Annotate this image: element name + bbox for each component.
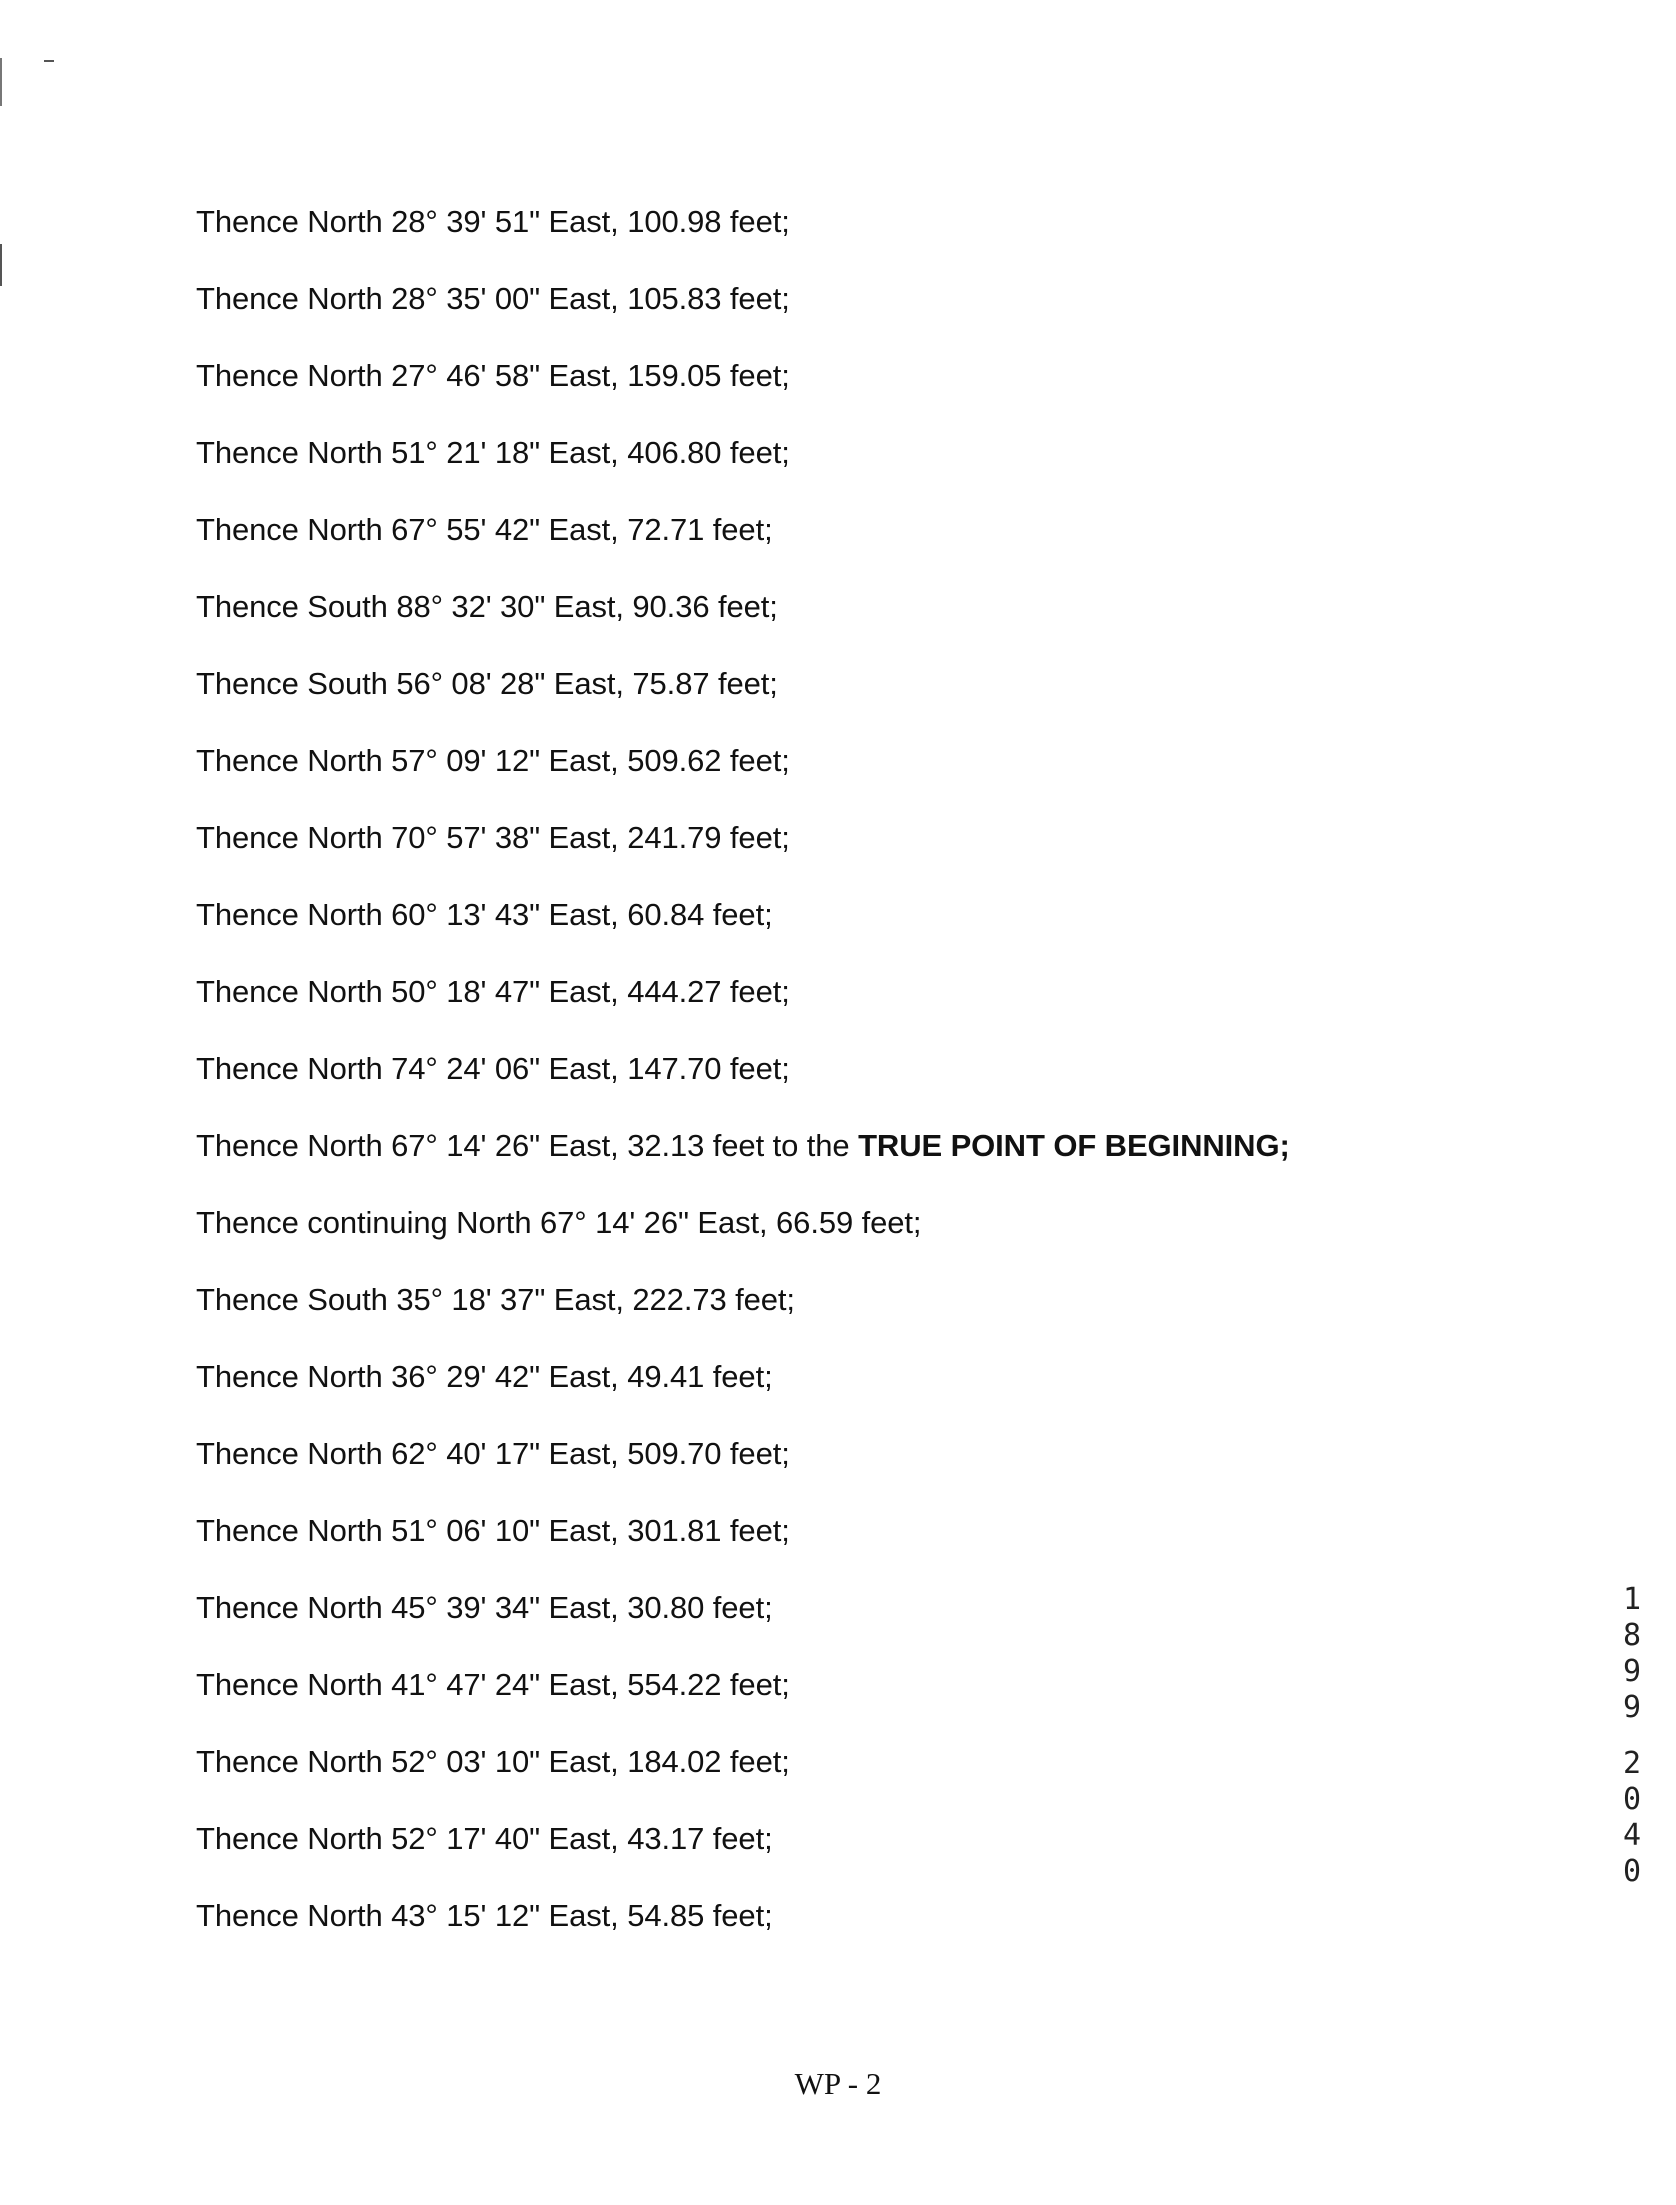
description-line (196, 891, 1496, 968)
description-line (196, 275, 1496, 352)
description-line (196, 1045, 1496, 1122)
line-text: Thence North 27° 46' 58" East, 159.05 feet; (196, 358, 790, 393)
description-line (196, 814, 1496, 891)
description-line (196, 1661, 1496, 1738)
recording-digit: 9 (1622, 1654, 1642, 1689)
line-text: Thence North 43° 15' 12" East, 54.85 feet; (196, 1898, 773, 1933)
description-line (196, 1430, 1496, 1507)
description-line (196, 1815, 1496, 1892)
line-text: Thence North 62° 40' 17" East, 509.70 feet; (196, 1436, 790, 1471)
legal-description-body (196, 198, 1496, 1969)
line-text: Thence North 67° 55' 42" East, 72.71 feet; (196, 512, 773, 547)
scan-artifact-mark (44, 60, 54, 62)
line-text: Thence North 60° 13' 43" East, 60.84 feet; (196, 897, 773, 932)
description-line (196, 1892, 1496, 1969)
scan-artifact-mark (0, 244, 2, 286)
line-text: Thence North 41° 47' 24" East, 554.22 feet; (196, 1667, 790, 1702)
line-text: Thence North 74° 24' 06" East, 147.70 feet; (196, 1051, 790, 1086)
line-text: Thence North 52° 03' 10" East, 184.02 feet; (196, 1744, 790, 1779)
description-line (196, 660, 1496, 737)
description-line (196, 1199, 1496, 1276)
line-text: Thence continuing North 67° 14' 26" East, 66.59 feet; (196, 1205, 922, 1240)
description-line (196, 506, 1496, 583)
description-line (196, 1122, 1496, 1199)
description-line (196, 1507, 1496, 1584)
description-line (196, 352, 1496, 429)
line-text: Thence North 51° 06' 10" East, 301.81 feet; (196, 1513, 790, 1548)
description-line (196, 583, 1496, 660)
line-text: Thence North 50° 18' 47" East, 444.27 feet; (196, 974, 790, 1009)
line-text: Thence South 88° 32' 30" East, 90.36 feet; (196, 589, 778, 624)
line-text: Thence North 45° 39' 34" East, 30.80 feet; (196, 1590, 773, 1625)
line-text: Thence North 67° 14' 26" East, 32.13 feet to the (196, 1128, 859, 1163)
line-text: Thence North 36° 29' 42" East, 49.41 feet; (196, 1359, 773, 1394)
description-line (196, 1584, 1496, 1661)
recording-digit: 9 (1622, 1690, 1642, 1725)
recording-number (1614, 1582, 1650, 1890)
line-text: Thence North 28° 39' 51" East, 100.98 feet; (196, 204, 790, 239)
description-line (196, 429, 1496, 506)
line-text: Thence South 35° 18' 37" East, 222.73 feet; (196, 1282, 795, 1317)
recording-digit: 0 (1622, 1782, 1642, 1817)
description-line (196, 1353, 1496, 1430)
recording-digit: 0 (1622, 1854, 1642, 1889)
recording-digit: 4 (1622, 1818, 1642, 1853)
page-footer: WP - 2 (794, 2066, 882, 2101)
recording-digit: 8 (1622, 1618, 1642, 1653)
line-text: Thence North 28° 35' 00" East, 105.83 feet; (196, 281, 790, 316)
description-line (196, 1276, 1496, 1353)
line-text: Thence North 51° 21' 18" East, 406.80 feet; (196, 435, 790, 470)
line-bold-text: TRUE POINT OF BEGINNING; (858, 1128, 1290, 1163)
description-line (196, 1738, 1496, 1815)
scan-artifact-mark (0, 58, 2, 106)
description-line (196, 968, 1496, 1045)
recording-digit: 1 (1622, 1582, 1642, 1617)
line-text: Thence South 56° 08' 28" East, 75.87 feet; (196, 666, 778, 701)
line-text: Thence North 70° 57' 38" East, 241.79 feet; (196, 820, 790, 855)
recording-gap (1614, 1726, 1650, 1746)
description-line (196, 198, 1496, 275)
line-text: Thence North 52° 17' 40" East, 43.17 feet; (196, 1821, 773, 1856)
line-text: Thence North 57° 09' 12" East, 509.62 feet; (196, 743, 790, 778)
description-line (196, 737, 1496, 814)
recording-digit: 2 (1622, 1746, 1642, 1781)
